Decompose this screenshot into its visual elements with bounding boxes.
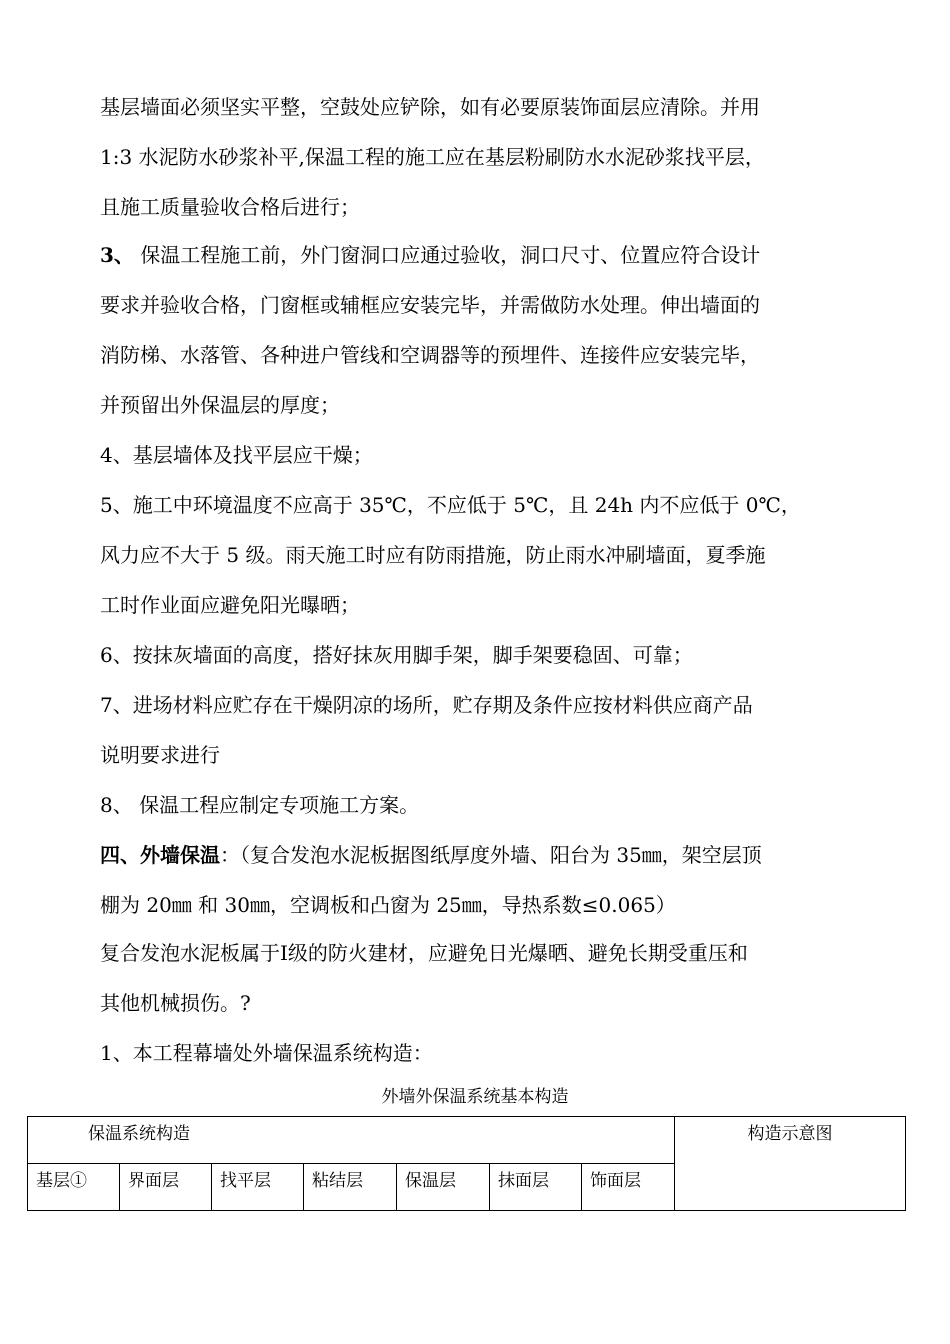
text-line: 基层墙面必须坚实平整，空鼓处应铲除，如有必要原装饰面层应清除。并用 <box>100 95 760 119</box>
text-span: ：（复合发泡水泥板据图纸厚度外墙、阳台为 35㎜，架空层顶 <box>220 843 762 867</box>
paragraph-fireproof <box>100 928 850 1028</box>
text-line: 风力应不大于 5 级。雨天施工时应有防雨措施，防止雨水冲刷墙面，夏季施 <box>100 543 766 567</box>
paragraph-base-wall <box>100 82 850 232</box>
paragraph-item-3 <box>100 230 850 430</box>
table-caption: 外墙外保温系统基本构造 <box>381 1087 569 1107</box>
table-header-structure: 保温系统构造 <box>28 1117 675 1164</box>
paragraph-item-5 <box>100 480 850 630</box>
table-cell-layer: 界面层 <box>120 1164 212 1211</box>
item-number: 3、 <box>100 243 134 267</box>
text-line: 其他机械损伤。? <box>100 991 251 1015</box>
paragraph-item-6 <box>100 630 850 680</box>
text-line: 5、施工中环境温度不应高于 35℃，不应低于 5℃，且 24h 内不应低于 0℃， <box>100 493 801 517</box>
text-line: 要求并验收合格，门窗框或辅框应安装完毕，并需做防水处理。伸出墙面的 <box>100 293 760 317</box>
text-line <box>100 230 850 280</box>
text-line: 并预留出外保温层的厚度； <box>100 393 340 417</box>
table-cell-layer: 抹面层 <box>490 1164 582 1211</box>
text-span: 保温工程施工前，外门窗洞口应通过验收，洞口尺寸、位置应符合设计 <box>133 243 761 267</box>
paragraph-item-4 <box>100 430 850 480</box>
insulation-structure-table <box>27 1116 906 1211</box>
text-line: 消防梯、水落管、各种进户管线和空调器等的预埋件、连接件应安装完毕， <box>100 343 760 367</box>
text-line: 棚为 20㎜ 和 30㎜，空调板和凸窗为 25㎜，导热系数≤0.065） <box>100 893 676 917</box>
table-cell-layer: 基层① <box>28 1164 120 1211</box>
text-line: 1:3 水泥防水砂浆补平,保温工程的施工应在基层粉刷防水水泥砂浆找平层， <box>100 145 765 169</box>
text-line: 6、按抹灰墙面的高度，搭好抹灰用脚手架，脚手架要稳固、可靠； <box>100 643 693 667</box>
table-cell-layer: 保温层 <box>397 1164 490 1211</box>
section-title: 四、外墙保温 <box>100 843 220 867</box>
table-header-diagram: 构造示意图 <box>675 1117 906 1211</box>
paragraph-item-8 <box>100 780 850 830</box>
table-cell-layer: 找平层 <box>212 1164 304 1211</box>
text-line: 1、本工程幕墙处外墙保温系统构造： <box>100 1041 433 1065</box>
section-exterior-insulation <box>100 830 850 930</box>
text-line: 且施工质量验收合格后进行； <box>100 195 360 219</box>
text-line: 7、进场材料应贮存在干燥阴凉的场所，贮存期及条件应按材料供应商产品 <box>100 693 753 717</box>
text-line: 8、 保温工程应制定专项施工方案。 <box>100 793 420 817</box>
text-line: 工时作业面应避免阳光曝晒； <box>100 593 360 617</box>
table-header-row <box>28 1117 906 1164</box>
text-line: 复合发泡水泥板属于Ⅰ级的防火建材，应避免日光爆晒、避免长期受重压和 <box>100 941 748 965</box>
paragraph-curtain-wall <box>100 1028 850 1078</box>
text-line <box>100 830 850 880</box>
text-line: 4、基层墙体及找平层应干燥； <box>100 443 373 467</box>
text-line: 说明要求进行 <box>100 743 220 767</box>
table-cell-layer: 粘结层 <box>304 1164 397 1211</box>
paragraph-item-7 <box>100 680 850 780</box>
table-cell-layer: 饰面层 <box>582 1164 675 1211</box>
